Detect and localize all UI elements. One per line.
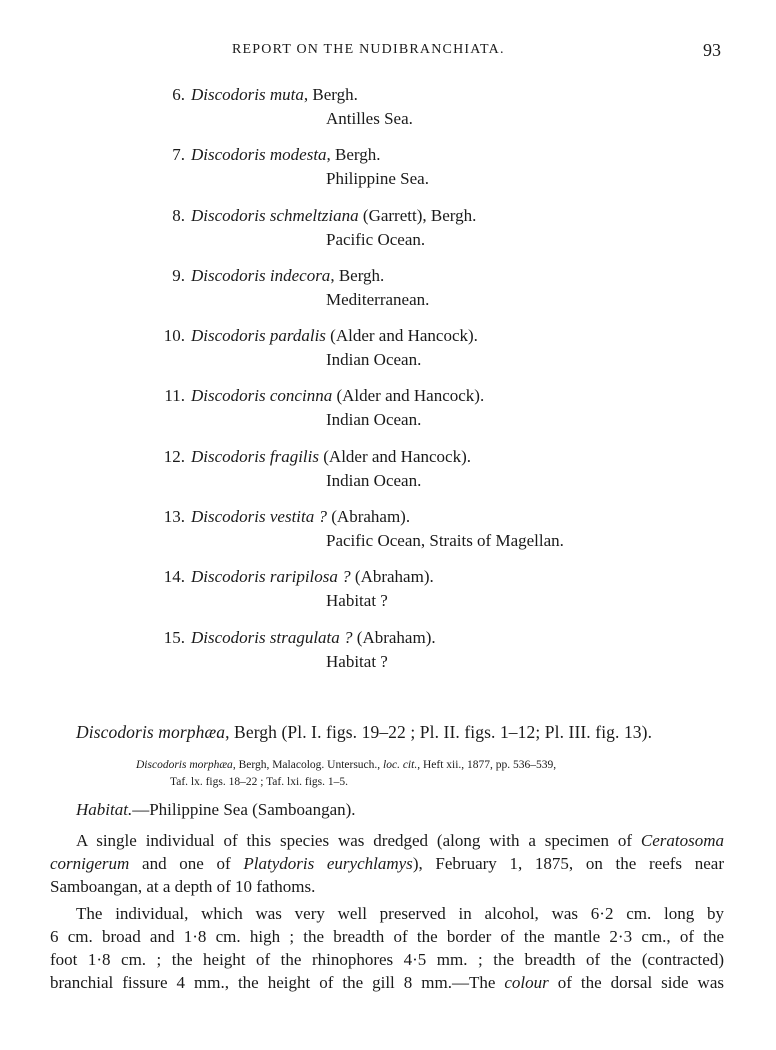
- list-item: [0, 205, 776, 265]
- text-run: A single individual of this species was dredged (along with a specimen of: [76, 831, 641, 850]
- list-item: [0, 566, 776, 626]
- list-item: [0, 506, 776, 566]
- species-epithet: stragulata ?: [269, 627, 353, 647]
- species-name: [191, 627, 436, 649]
- list-item: [0, 84, 776, 144]
- locality: Mediterranean.: [326, 289, 430, 309]
- authority: (Abraham).: [327, 507, 411, 527]
- citation-species: Discodoris morphæa: [136, 759, 233, 771]
- genus: Discodoris: [191, 507, 266, 527]
- genus: Discodoris: [191, 205, 266, 225]
- list-item: [0, 627, 776, 687]
- paragraph: [50, 902, 724, 994]
- text-line: 6 cm. broad and 1·8 cm. high ; the breadth of the border of the mantle 2·3 cm., of the: [50, 927, 724, 946]
- running-header: [0, 42, 776, 66]
- species-name: [191, 566, 434, 588]
- entry-number: 7.: [172, 145, 185, 165]
- species-name: [191, 506, 410, 528]
- italic-term: colour: [504, 973, 549, 992]
- list-item: [0, 446, 776, 506]
- italic-term: Platydoris eurychlamys: [243, 854, 413, 873]
- authority: , Bergh.: [326, 145, 381, 165]
- species-name: [191, 385, 484, 407]
- citation: [136, 757, 556, 791]
- genus: Discodoris: [191, 265, 266, 285]
- genus: Discodoris: [191, 627, 266, 647]
- citation-loc-cit: loc. cit.: [383, 759, 418, 771]
- italic-term: cornigerum: [50, 854, 130, 873]
- text-line: [50, 971, 724, 994]
- citation-line-2: Taf. lx. figs. 18–22 ; Taf. lxi. figs. 1–5.: [170, 776, 349, 788]
- entry-number: 12.: [163, 446, 185, 466]
- authority: (Alder and Hancock).: [319, 446, 471, 466]
- species-name: [191, 265, 384, 287]
- locality: Indian Ocean.: [326, 470, 422, 490]
- section-species-name: Discodoris morphæa: [76, 722, 226, 742]
- authority: (Abraham).: [350, 567, 434, 587]
- list-item: [0, 385, 776, 445]
- species-epithet: vestita ?: [269, 507, 328, 527]
- genus: Discodoris: [191, 326, 266, 346]
- authority: (Alder and Hancock).: [332, 386, 485, 406]
- text-run: of the dorsal side was: [548, 973, 724, 992]
- locality: Pacific Ocean, Straits of Magellan.: [326, 531, 564, 551]
- text-line: foot 1·8 cm. ; the height of the rhinophores 4·5 mm. ; the breadth of the (contracted): [50, 950, 724, 969]
- citation-text: , Bergh, Malacolog. Untersuch.,: [232, 759, 384, 771]
- species-list: [0, 84, 776, 687]
- section-heading-rest: , Bergh (Pl. I. figs. 19–22 ; Pl. II. figs. 1–12; Pl. III. fig. 13).: [225, 722, 653, 742]
- list-item: [0, 144, 776, 204]
- entry-number: 11.: [164, 386, 185, 406]
- species-name: [191, 446, 471, 468]
- locality: Indian Ocean.: [326, 410, 422, 430]
- list-item: [0, 265, 776, 325]
- habitat-text: —Philippine Sea (Samboangan).: [132, 800, 356, 819]
- entry-number: 13.: [163, 507, 185, 527]
- text-line: [50, 852, 724, 875]
- species-epithet: indecora: [269, 265, 331, 285]
- entry-number: 9.: [172, 265, 185, 285]
- species-name: [191, 84, 358, 106]
- genus: Discodoris: [191, 145, 266, 165]
- text-line: The individual, which was very well preserved in alcohol, was 6·2 cm. long by: [76, 904, 724, 923]
- text-line: [50, 829, 724, 852]
- running-title: REPORT ON THE NUDIBRANCHIATA.: [232, 42, 505, 57]
- entry-number: 14.: [163, 567, 185, 587]
- locality: Indian Ocean.: [326, 350, 422, 370]
- authority: (Garrett), Bergh.: [358, 205, 477, 225]
- locality: Philippine Sea.: [326, 169, 429, 189]
- habitat-label: Habitat.: [76, 800, 133, 819]
- species-epithet: fragilis: [269, 446, 319, 466]
- species-name: [191, 325, 478, 347]
- entry-number: 8.: [172, 205, 185, 225]
- text-run: ), February 1, 1875, on the reefs near: [412, 854, 724, 873]
- italic-term: Ceratosoma: [640, 831, 724, 850]
- genus: Discodoris: [191, 567, 266, 587]
- species-epithet: raripilosa ?: [269, 567, 351, 587]
- section-heading: [76, 722, 652, 743]
- species-epithet: modesta: [269, 145, 327, 165]
- list-item: [0, 325, 776, 385]
- species-name: [191, 144, 381, 166]
- species-name: [191, 205, 476, 227]
- entry-number: 6.: [172, 85, 185, 104]
- paragraph: [50, 829, 724, 898]
- locality: Habitat ?: [326, 591, 388, 611]
- locality: Pacific Ocean.: [326, 229, 426, 249]
- species-epithet: muta: [269, 85, 304, 104]
- citation-text: , Heft xii., 1877, pp. 536–539,: [417, 759, 557, 771]
- citation-line-1: [136, 757, 556, 774]
- species-epithet: concinna: [269, 386, 333, 406]
- page-number: 93: [703, 40, 721, 60]
- authority: (Alder and Hancock).: [325, 326, 478, 346]
- text-run: branchial fissure 4 mm., the height of the gill 8 mm.—The: [50, 973, 505, 992]
- genus: Discodoris: [191, 446, 266, 466]
- authority: , Bergh.: [303, 85, 358, 104]
- authority: , Bergh.: [330, 265, 385, 285]
- genus: Discodoris: [191, 386, 266, 406]
- text-line: Samboangan, at a depth of 10 fathoms.: [50, 877, 316, 896]
- genus: Discodoris: [191, 85, 266, 104]
- species-epithet: pardalis: [269, 326, 326, 346]
- locality: Antilles Sea.: [326, 109, 413, 128]
- species-epithet: schmeltziana: [269, 205, 359, 225]
- entry-number: 15.: [163, 627, 185, 647]
- text-run: and one of: [129, 854, 244, 873]
- locality: Habitat ?: [326, 651, 388, 671]
- habitat-line: [76, 800, 356, 820]
- entry-number: 10.: [163, 326, 185, 346]
- authority: (Abraham).: [352, 627, 436, 647]
